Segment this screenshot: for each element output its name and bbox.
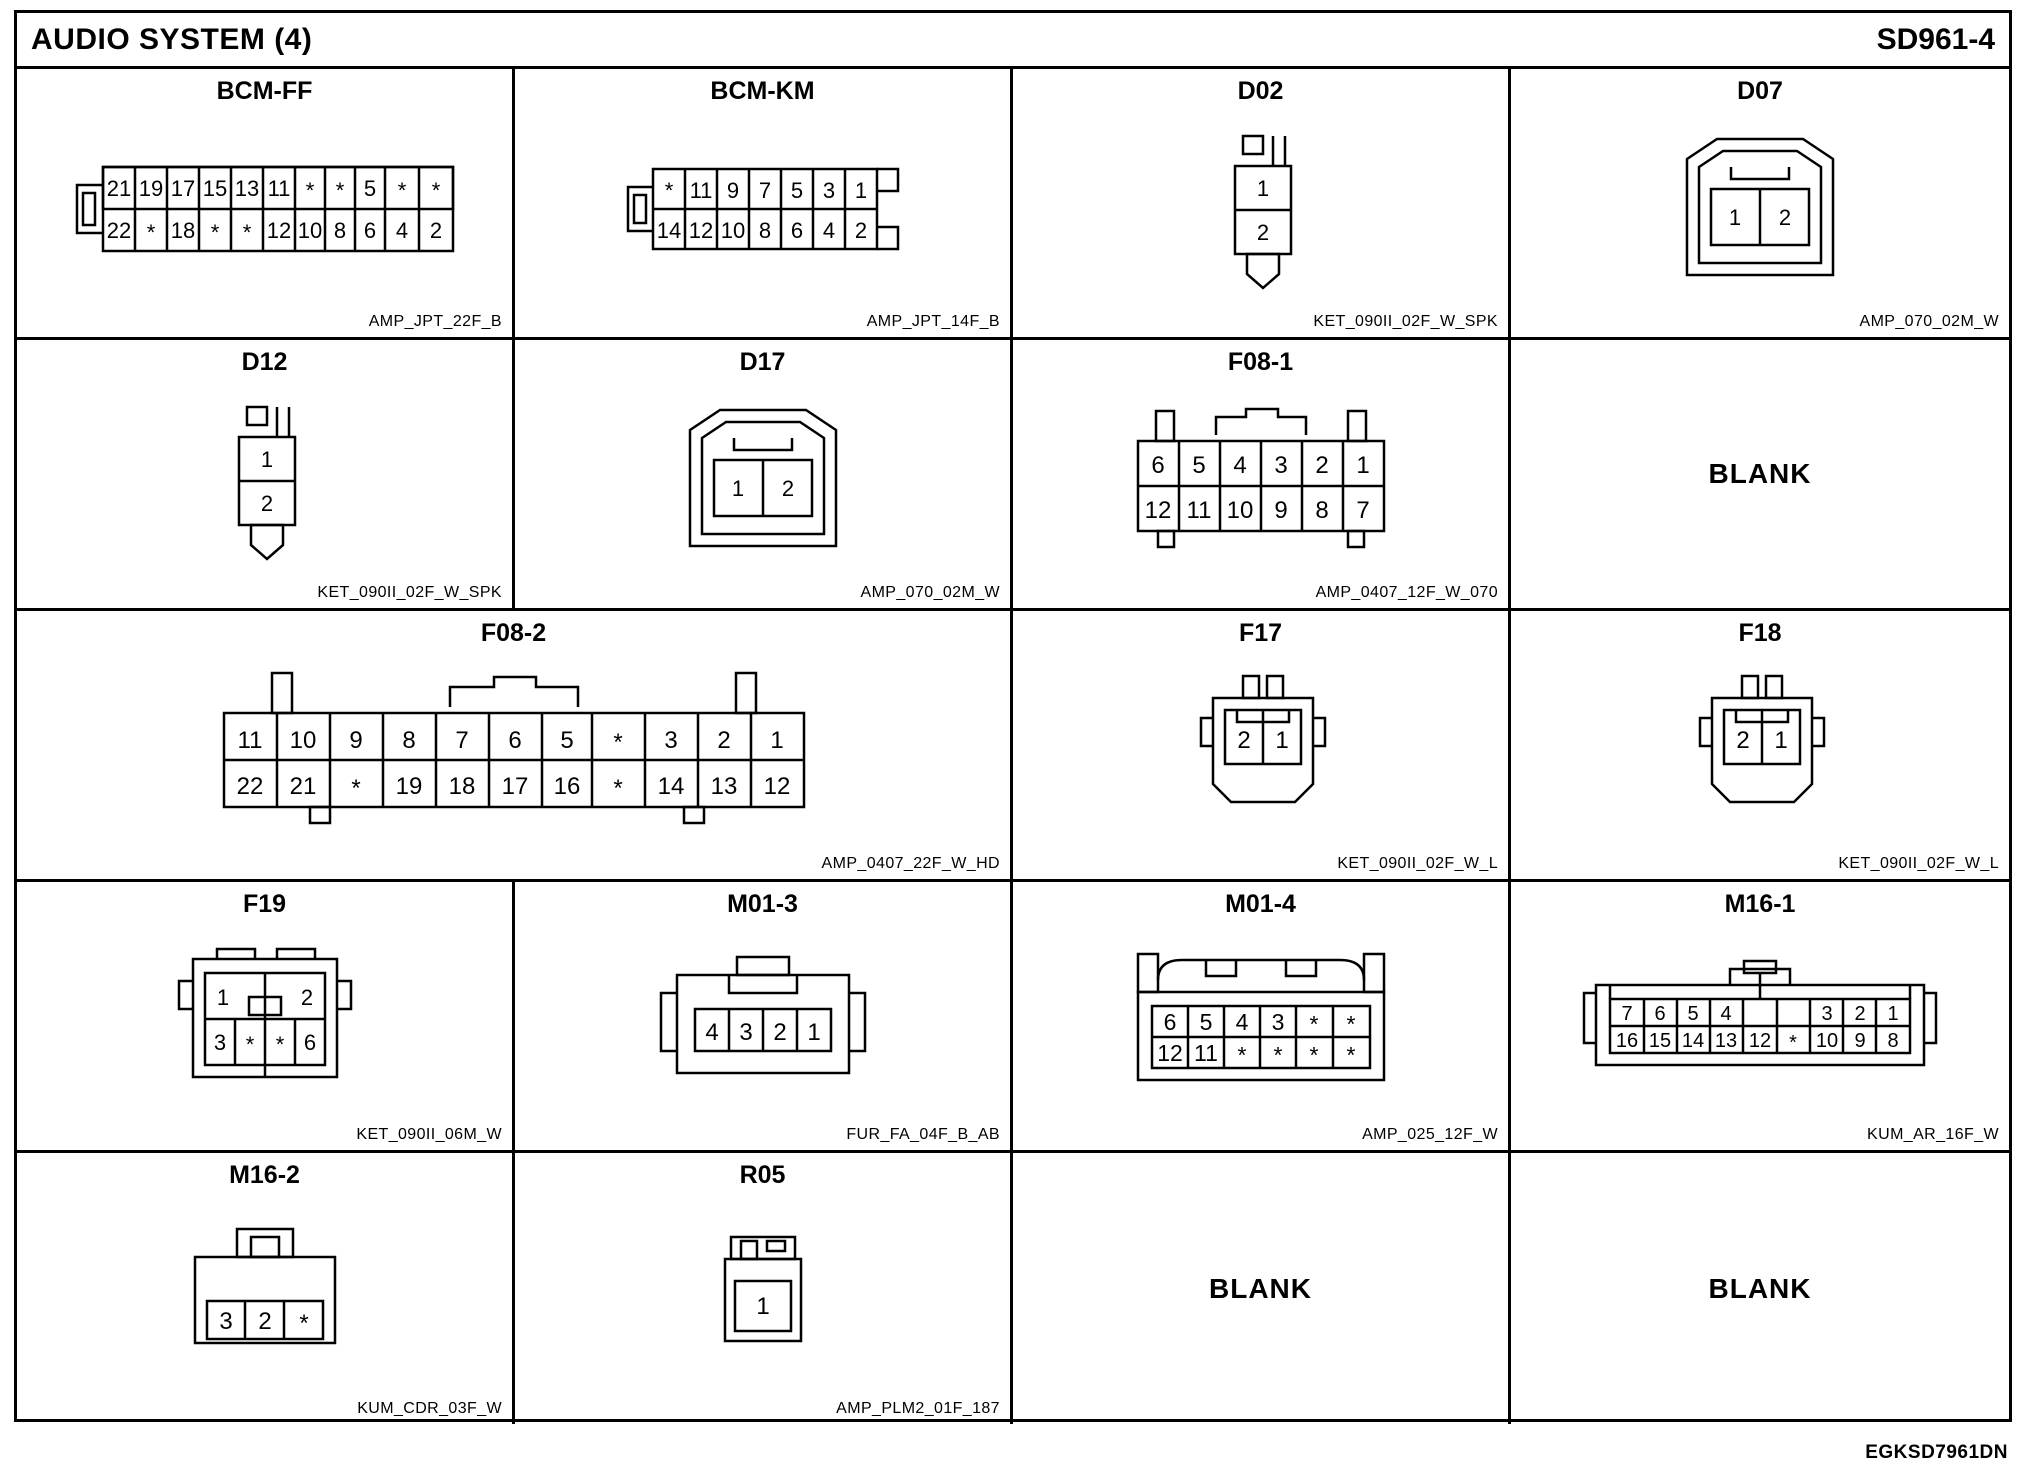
connector-drawing-kum16 <box>1511 926 2009 1118</box>
svg-text:14: 14 <box>1681 1030 1705 1052</box>
svg-text:3: 3 <box>1273 452 1288 479</box>
svg-text:1: 1 <box>1728 204 1742 230</box>
svg-text:*: * <box>305 178 314 203</box>
svg-text:2: 2 <box>257 1307 272 1335</box>
connector-part-number: AMP_025_12F_W <box>1362 1126 1498 1143</box>
connector-part-number: KET_090II_06M_W <box>356 1126 502 1143</box>
svg-text:21: 21 <box>289 773 316 800</box>
svg-text:4: 4 <box>822 217 835 243</box>
sheet-border <box>14 10 2012 1422</box>
svg-text:1: 1 <box>755 1292 770 1320</box>
svg-text:1: 1 <box>769 727 784 754</box>
connector-cell-m16-1[interactable] <box>1511 882 2009 1153</box>
connector-name: D02 <box>1237 77 1284 105</box>
svg-text:1: 1 <box>1887 1003 1899 1025</box>
connector-grid <box>17 69 2009 1424</box>
svg-text:12: 12 <box>266 218 291 243</box>
svg-text:3: 3 <box>663 727 678 754</box>
svg-text:17: 17 <box>170 176 195 201</box>
svg-text:2: 2 <box>716 727 731 754</box>
svg-text:10: 10 <box>1815 1030 1839 1052</box>
svg-text:2: 2 <box>1778 204 1792 230</box>
svg-text:22: 22 <box>106 218 131 243</box>
svg-text:6: 6 <box>1150 452 1165 479</box>
svg-text:*: * <box>664 177 673 203</box>
svg-text:2: 2 <box>781 475 794 501</box>
svg-text:*: * <box>298 1309 309 1337</box>
svg-text:14: 14 <box>656 217 681 243</box>
svg-text:18: 18 <box>170 218 195 243</box>
connector-part-number: KET_090II_02F_W_L <box>1337 855 1498 872</box>
svg-text:12: 12 <box>1156 1039 1183 1066</box>
svg-text:*: * <box>1309 1041 1318 1068</box>
connector-part-number: AMP_JPT_14F_B <box>866 313 1000 330</box>
svg-text:4: 4 <box>704 1019 719 1046</box>
connector-name: M01-3 <box>727 890 798 918</box>
connector-drawing-spk2 <box>1013 113 1508 305</box>
svg-text:3: 3 <box>1271 1008 1284 1035</box>
connector-cell-blank-2 <box>1013 1153 1511 1424</box>
svg-text:*: * <box>431 178 440 203</box>
connector-name: F19 <box>242 890 287 918</box>
connector-name: BCM-KM <box>710 77 815 105</box>
svg-text:6: 6 <box>1163 1008 1176 1035</box>
svg-text:1: 1 <box>1355 452 1370 479</box>
svg-text:4: 4 <box>395 218 408 243</box>
svg-text:13: 13 <box>234 176 259 201</box>
connector-name: F08-2 <box>480 619 547 647</box>
connector-cell-f18[interactable] <box>1511 611 2009 882</box>
page-title: AUDIO SYSTEM (4) <box>31 22 313 56</box>
drawing-number: EGKSD7961DN <box>1865 1442 2008 1463</box>
connector-cell-d17[interactable] <box>515 340 1013 611</box>
connector-name: F17 <box>1238 619 1283 647</box>
connector-part-number: AMP_0407_22F_W_HD <box>821 855 1000 872</box>
connector-drawing-amp070 <box>515 384 1010 576</box>
connector-cell-m16-2[interactable] <box>17 1153 515 1424</box>
svg-text:12: 12 <box>1748 1030 1772 1052</box>
connector-part-number: KET_090II_02F_W_SPK <box>317 584 502 601</box>
svg-text:2: 2 <box>1256 220 1269 245</box>
svg-text:2: 2 <box>300 985 313 1010</box>
connector-part-number: AMP_PLM2_01F_187 <box>836 1400 1000 1417</box>
svg-text:5: 5 <box>1191 452 1206 479</box>
svg-text:*: * <box>146 220 155 245</box>
connector-part-number: AMP_070_02M_W <box>1859 313 1999 330</box>
svg-text:4: 4 <box>1235 1008 1248 1035</box>
svg-text:2: 2 <box>1736 727 1750 754</box>
svg-text:6: 6 <box>507 727 522 754</box>
connector-name: M01-4 <box>1225 890 1296 918</box>
svg-text:*: * <box>210 220 219 245</box>
svg-text:6: 6 <box>363 218 376 243</box>
svg-text:1: 1 <box>216 985 229 1010</box>
svg-text:*: * <box>335 178 344 203</box>
connector-name: BCM-FF <box>216 77 313 105</box>
connector-drawing-fur4 <box>515 926 1010 1118</box>
svg-text:5: 5 <box>559 727 574 754</box>
connector-part-number: KET_090II_02F_W_SPK <box>1313 313 1498 330</box>
svg-text:16: 16 <box>1615 1030 1639 1052</box>
svg-text:4: 4 <box>1232 452 1247 479</box>
connector-cell-d12[interactable] <box>17 340 515 611</box>
svg-text:*: * <box>350 775 361 802</box>
svg-text:22: 22 <box>236 773 263 800</box>
connector-drawing-ket6 <box>17 926 512 1118</box>
connector-cell-bcm-ff[interactable] <box>17 69 515 340</box>
svg-text:6: 6 <box>790 217 803 243</box>
svg-text:18: 18 <box>448 773 475 800</box>
svg-text:13: 13 <box>710 773 737 800</box>
connector-cell-m01-4[interactable] <box>1013 882 1511 1153</box>
page-code: SD961-4 <box>1876 22 1995 56</box>
connector-cell-m01-3[interactable] <box>515 882 1013 1153</box>
svg-text:11: 11 <box>689 177 712 203</box>
svg-text:8: 8 <box>401 727 416 754</box>
svg-text:2: 2 <box>1236 727 1251 754</box>
svg-text:*: * <box>245 1032 254 1057</box>
svg-text:4: 4 <box>1720 1003 1732 1025</box>
svg-text:7: 7 <box>1621 1003 1633 1025</box>
svg-text:*: * <box>1346 1041 1355 1068</box>
connector-name: F08-1 <box>1227 348 1294 376</box>
connector-drawing-amp12 <box>1013 384 1508 576</box>
svg-text:10: 10 <box>289 727 316 754</box>
connector-cell-f08-2[interactable] <box>17 611 1013 882</box>
svg-text:*: * <box>1789 1032 1797 1054</box>
svg-text:17: 17 <box>501 773 528 800</box>
svg-text:2: 2 <box>854 217 867 243</box>
svg-text:1: 1 <box>806 1019 821 1046</box>
svg-text:12: 12 <box>1144 497 1171 524</box>
svg-text:10: 10 <box>720 217 745 243</box>
blank-label: BLANK <box>1708 1272 1812 1304</box>
svg-text:*: * <box>1346 1010 1355 1037</box>
connector-name: R05 <box>739 1161 786 1189</box>
svg-text:9: 9 <box>726 177 739 203</box>
svg-text:2: 2 <box>1854 1003 1866 1025</box>
svg-text:13: 13 <box>1714 1030 1738 1052</box>
svg-text:8: 8 <box>1887 1030 1899 1052</box>
svg-text:6: 6 <box>303 1030 316 1055</box>
svg-text:3: 3 <box>738 1019 753 1046</box>
connector-name: D07 <box>1737 77 1783 105</box>
svg-text:9: 9 <box>1854 1030 1866 1052</box>
svg-text:*: * <box>242 220 251 245</box>
connector-part-number: AMP_070_02M_W <box>860 584 1000 601</box>
svg-text:1: 1 <box>1274 727 1289 754</box>
title-bar <box>17 13 2009 69</box>
svg-text:3: 3 <box>213 1030 226 1055</box>
svg-text:*: * <box>1237 1041 1246 1068</box>
svg-text:1: 1 <box>1256 176 1269 201</box>
connector-name: M16-2 <box>229 1161 300 1189</box>
svg-text:15: 15 <box>202 176 227 201</box>
connector-cell-blank-3 <box>1511 1153 2009 1424</box>
svg-text:19: 19 <box>138 176 163 201</box>
blank-label: BLANK <box>1209 1272 1312 1304</box>
connector-part-number: KUM_CDR_03F_W <box>357 1400 502 1417</box>
connector-name: M16-1 <box>1724 890 1796 918</box>
svg-text:*: * <box>397 178 406 203</box>
connector-cell-blank-1 <box>1511 340 2009 611</box>
connector-part-number: KUM_AR_16F_W <box>1867 1126 1999 1143</box>
svg-text:19: 19 <box>395 773 422 800</box>
connector-drawing-jpt22 <box>17 113 512 305</box>
svg-text:8: 8 <box>758 217 771 243</box>
svg-text:9: 9 <box>1273 497 1288 524</box>
connector-drawing-ket2l <box>1511 655 2009 847</box>
svg-text:14: 14 <box>657 773 684 800</box>
svg-text:*: * <box>612 729 623 756</box>
connector-name: D17 <box>739 348 786 376</box>
svg-text:2: 2 <box>260 491 273 516</box>
svg-text:2: 2 <box>429 218 442 243</box>
svg-text:11: 11 <box>267 176 290 201</box>
connector-cell-d02[interactable] <box>1013 69 1511 340</box>
connector-cell-f17[interactable] <box>1013 611 1511 882</box>
connector-drawing-kum3 <box>17 1197 512 1392</box>
svg-text:3: 3 <box>822 177 835 203</box>
svg-text:7: 7 <box>758 177 771 203</box>
svg-text:7: 7 <box>454 727 469 754</box>
connector-drawing-plm1 <box>515 1197 1010 1392</box>
svg-text:*: * <box>1309 1010 1318 1037</box>
connector-cell-bcm-km[interactable] <box>515 69 1013 340</box>
svg-text:3: 3 <box>1821 1003 1833 1025</box>
svg-text:16: 16 <box>553 773 580 800</box>
connector-drawing-amp070 <box>1511 113 2009 305</box>
svg-text:11: 11 <box>1193 1039 1218 1066</box>
svg-text:15: 15 <box>1648 1030 1672 1052</box>
svg-text:*: * <box>1273 1041 1282 1068</box>
connector-part-number: FUR_FA_04F_B_AB <box>846 1126 1000 1143</box>
svg-text:2: 2 <box>772 1019 787 1046</box>
connector-drawing-spk2 <box>17 384 512 576</box>
svg-text:8: 8 <box>333 218 346 243</box>
svg-text:12: 12 <box>688 217 713 243</box>
svg-text:6: 6 <box>1654 1003 1666 1025</box>
svg-text:*: * <box>275 1032 284 1057</box>
svg-text:11: 11 <box>1186 497 1211 524</box>
svg-text:5: 5 <box>1199 1008 1212 1035</box>
svg-text:9: 9 <box>348 727 363 754</box>
connector-drawing-jpt14 <box>515 113 1010 305</box>
svg-text:1: 1 <box>854 177 867 203</box>
svg-text:12: 12 <box>763 773 790 800</box>
svg-text:5: 5 <box>363 176 376 201</box>
connector-part-number: AMP_0407_12F_W_070 <box>1315 584 1498 601</box>
svg-text:2: 2 <box>1314 452 1329 479</box>
svg-text:1: 1 <box>260 447 273 472</box>
svg-text:7: 7 <box>1355 497 1370 524</box>
svg-text:5: 5 <box>1687 1003 1699 1025</box>
svg-text:1: 1 <box>1774 727 1788 754</box>
connector-cell-r05[interactable] <box>515 1153 1013 1424</box>
connector-drawing-amp22 <box>17 655 1010 847</box>
connector-cell-f19[interactable] <box>17 882 515 1153</box>
svg-text:10: 10 <box>1226 497 1253 524</box>
connector-cell-f08-1[interactable] <box>1013 340 1511 611</box>
svg-text:5: 5 <box>790 177 803 203</box>
svg-text:11: 11 <box>237 727 262 754</box>
connector-drawing-amp025 <box>1013 926 1508 1118</box>
svg-text:3: 3 <box>218 1307 233 1335</box>
connector-name: D12 <box>241 348 288 376</box>
svg-text:21: 21 <box>106 176 131 201</box>
connector-cell-d07[interactable] <box>1511 69 2009 340</box>
connector-part-number: AMP_JPT_22F_B <box>368 313 502 330</box>
svg-text:10: 10 <box>297 218 322 243</box>
connector-drawing-ket2l <box>1013 655 1508 847</box>
svg-text:*: * <box>612 775 623 802</box>
blank-label: BLANK <box>1708 458 1812 489</box>
svg-text:8: 8 <box>1314 497 1329 524</box>
connector-part-number: KET_090II_02F_W_L <box>1838 855 1999 872</box>
svg-text:1: 1 <box>731 475 744 501</box>
connector-name: F18 <box>1738 619 1782 647</box>
